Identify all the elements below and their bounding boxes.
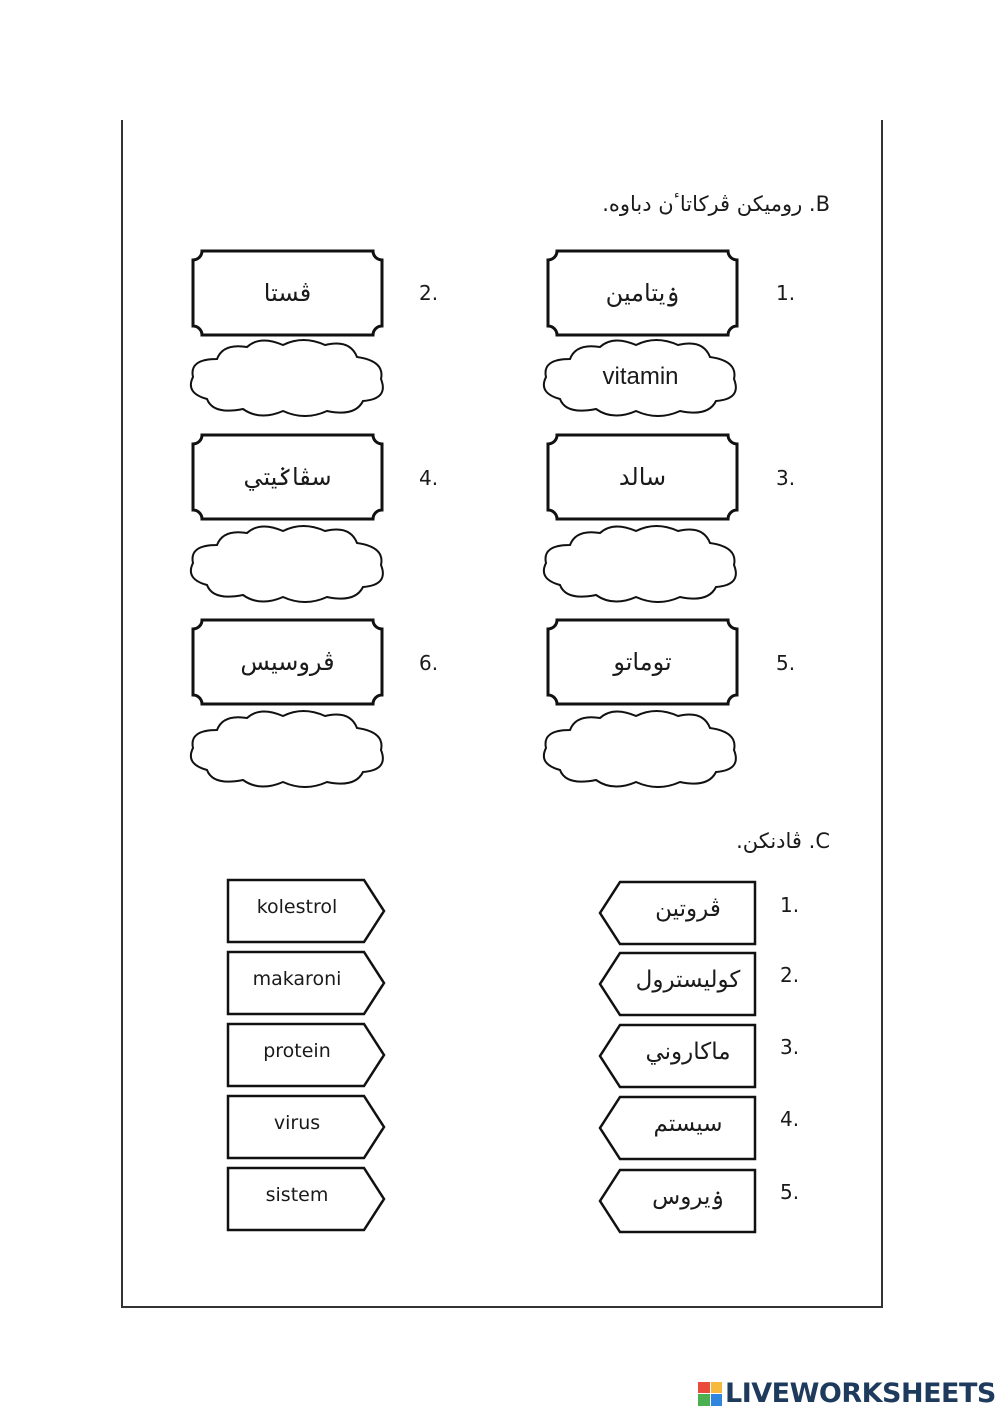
answer-cloud[interactable] [185, 523, 390, 603]
jawi-word: ڤروسيس [240, 648, 335, 676]
jawi-word-plaque [190, 432, 385, 522]
jawi-match-tag[interactable] [598, 1023, 758, 1089]
answer-text [185, 708, 390, 788]
rumi-word: kolestrol [256, 896, 338, 918]
jawi-word: توماتو [613, 648, 672, 676]
jawi-word: ۏيروس [652, 1184, 724, 1210]
jawi-word-plaque [190, 617, 385, 707]
jawi-word-plaque [545, 248, 740, 338]
item-number: 1. [780, 893, 800, 917]
answer-text [185, 337, 390, 417]
answer-cloud[interactable] [185, 337, 390, 417]
liveworksheets-logo [698, 1378, 996, 1409]
item-number: 2. [780, 963, 800, 987]
jawi-word: ۏيتامين [605, 279, 680, 307]
item-number: 4. [419, 466, 439, 490]
item-number: 3. [776, 466, 796, 490]
jawi-word-plaque [545, 432, 740, 522]
jawi-word: ماکاروني [645, 1039, 731, 1065]
jawi-match-tag[interactable] [598, 880, 758, 946]
item-number: 2. [419, 281, 439, 305]
answer-text [185, 523, 390, 603]
answer-cloud[interactable] [538, 337, 743, 417]
jawi-word: سيستم [653, 1111, 723, 1137]
jawi-word: سالد [618, 463, 667, 491]
rumi-match-tag[interactable] [226, 878, 386, 944]
answer-cloud[interactable] [185, 708, 390, 788]
jawi-word-plaque [545, 617, 740, 707]
item-number: 6. [419, 651, 439, 675]
rumi-word: makaroni [252, 968, 342, 990]
jawi-match-tag[interactable] [598, 1095, 758, 1161]
rumi-match-tag[interactable] [226, 1094, 386, 1160]
rumi-word: protein [263, 1040, 331, 1062]
section-c-heading: C. ڤادنکن. [736, 829, 830, 853]
jawi-word: کوليسترول [635, 967, 741, 993]
rumi-match-tag[interactable] [226, 1166, 386, 1232]
item-number: 3. [780, 1035, 800, 1059]
answer-text [538, 708, 743, 788]
item-number: 5. [776, 651, 796, 675]
rumi-match-tag[interactable] [226, 1022, 386, 1088]
jawi-word-plaque [190, 248, 385, 338]
jawi-match-tag[interactable] [598, 951, 758, 1017]
answer-text: vitamin [602, 363, 679, 390]
jawi-match-tag[interactable] [598, 1168, 758, 1234]
logo-mark-icon [698, 1382, 722, 1406]
item-number: 1. [776, 281, 796, 305]
rumi-word: virus [273, 1112, 321, 1134]
logo-text: LIVEWORKSHEETS [725, 1378, 996, 1409]
answer-text [538, 523, 743, 603]
answer-cloud[interactable] [538, 708, 743, 788]
rumi-match-tag[interactable] [226, 950, 386, 1016]
jawi-word: ڤستا [263, 279, 312, 307]
answer-cloud[interactable] [538, 523, 743, 603]
jawi-word: ڤروتين [655, 896, 721, 922]
item-number: 4. [780, 1107, 800, 1131]
jawi-word: سڤاݢيتي [243, 463, 332, 491]
item-number: 5. [780, 1180, 800, 1204]
section-b-heading: B. روميکن ڤرکاتاٴن دباوه. [602, 192, 830, 216]
rumi-word: sistem [265, 1184, 329, 1206]
